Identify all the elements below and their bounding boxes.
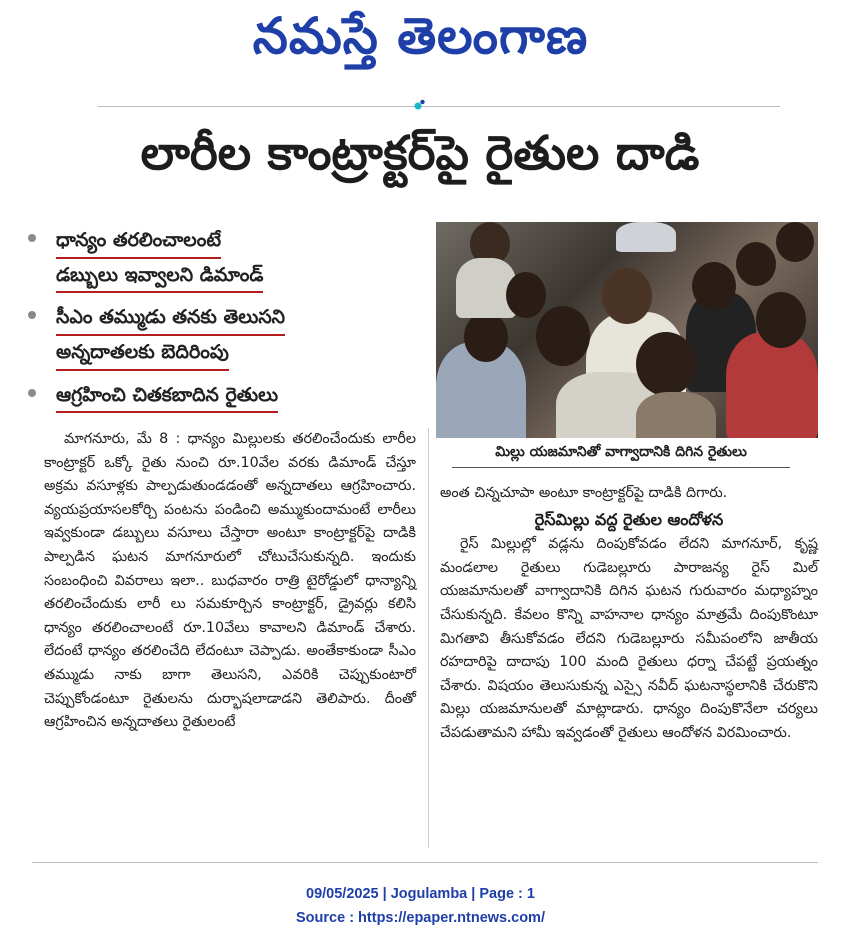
top-divider (98, 106, 780, 107)
bullet-line: సీఎం తమ్ముడు తనకు తెలుసని (56, 301, 285, 336)
highlight-bullets (28, 224, 420, 421)
article-paragraph: రైస్ మిల్లుల్లో వడ్లను దింపుకోవడం లేదని మాగనూర్, కృష్ణ మండలాల రైతులు గుడెబల్లూరు పారాజన్య రైస్ మిల్ యజమానులతో వాగ్వాదానికి దిగిన ఘటన గురువారం మధ్యాహ్నం చేసుకున్నది. కేవలం కొన్ని వాహనాల ధాన్యం మాత్రమే దింపుకొంటూ మిగతావి తీసుకోవడం లేదని గుడెబల్లూరు సమీపంలోని జాతీయ రహదారిపై దాదాపు 100 మంది రైతులు ధర్నా చేపట్టే ప్రయత్నం చేశారు. విషయం తెలుసుకున్న ఎస్సై నవీద్ ఘటనాస్థలానికి చేరుకొని మిల్లు యజమానులతో మాట్లాడారు. ధాన్యం దింపుకొనేలా చర్యలు చేపడుతామని హామీ ఇవ్వడంతో రైతులు ఆందోళన విరమించారు. (440, 536, 818, 741)
article-paragraph: అంత చిన్నచూపా అంటూ కాంట్రాక్టర్‌పై దాడికి దిగారు. (440, 485, 728, 501)
bullet-dot-icon (28, 311, 36, 319)
footer (0, 882, 841, 930)
publication-logo-icon (414, 99, 426, 111)
news-photo (436, 222, 818, 438)
bullet-dot-icon (28, 389, 36, 397)
article-subhead: రైస్‌మిల్లు వద్ద రైతుల ఆందోళన (534, 509, 724, 529)
column-divider (428, 428, 429, 848)
bullet-line: అన్నదాతలకు బెదిరింపు (56, 336, 229, 371)
bullet-dot-icon (28, 234, 36, 242)
article-paragraph: మాగనూరు, మే 8 : ధాన్యం మిల్లులకు తరలించేందుకు లారీల కాంట్రాక్టర్ ఒక్కో రైతు నుంచి రూ.10వేల వరకు డిమాండ్ చేస్తూ అక్రమ వసూళ్లకు పాల్పడుతుండడంతో అన్నదాతలు ఆగ్రహించారు. వ్యయప్రయాసలకోర్చి పంటను పండించి అమ్ముకుందామంటే లారీలు ఇవ్వకుండా డబ్బులు వసూలు చేస్తారా అంటూ కాంట్రాక్టర్‌పై దాడికి పాల్పడిన ఘటన మాగనూరులో చోటుచేసుకున్నది. ఇందుకు సంబంధించి వివరాలు ఇలా.. బుధవారం రాత్రి టైరోడ్డులో ధాన్యాన్ని తరలించేందుకు లారీ లు సమకూర్చిన కాంట్రాక్టర్, డ్రైవర్లు కలిసి ధాన్యం తరలించాలంటే రూ.10వేలు కావాలని డిమాండ్ చేశారు. లేదంటే ధాన్యం తరలించేది లేదంటూ చెప్పాడు. అంతేకాకుండా సీఎం తమ్ముడు నాకు బాగా తెలుసని, ఎవరికి చెప్పుకుంటారో చెప్పుకోండంటూ రైతులను దుర్భాషలాడాడని తెలిపారు. దీంతో ఆగ్రహించిన అన్నదాతలు రైతులంటే (44, 431, 416, 731)
bullet-item (28, 301, 420, 370)
masthead-title: నమస్తే తెలంగాణ (252, 6, 589, 65)
bullet-line: ధాన్యం తరలించాలంటే (56, 224, 221, 259)
headline: లారీల కాంట్రాక్టర్‌పై రైతుల దాడి (140, 126, 700, 181)
article-column-right (440, 482, 818, 746)
masthead (0, 0, 841, 86)
bullet-line: ఆగ్రహించి చితకబాదిన రైతులు (56, 379, 278, 414)
footer-source-link[interactable]: Source : https://epaper.ntnews.com/ (296, 910, 545, 926)
bottom-divider (32, 862, 818, 863)
bullet-item (28, 224, 420, 293)
photo-caption: మిల్లు యజమానితో వాగ్వాదానికి దిగిన రైతులు (452, 444, 790, 468)
bullet-line: డబ్బులు ఇవ్వాలని డిమాండ్ (56, 259, 263, 294)
footer-edition-info: 09/05/2025 | Jogulamba | Page : 1 (306, 886, 535, 902)
bullet-item (28, 379, 420, 414)
article-column-left (44, 428, 416, 735)
